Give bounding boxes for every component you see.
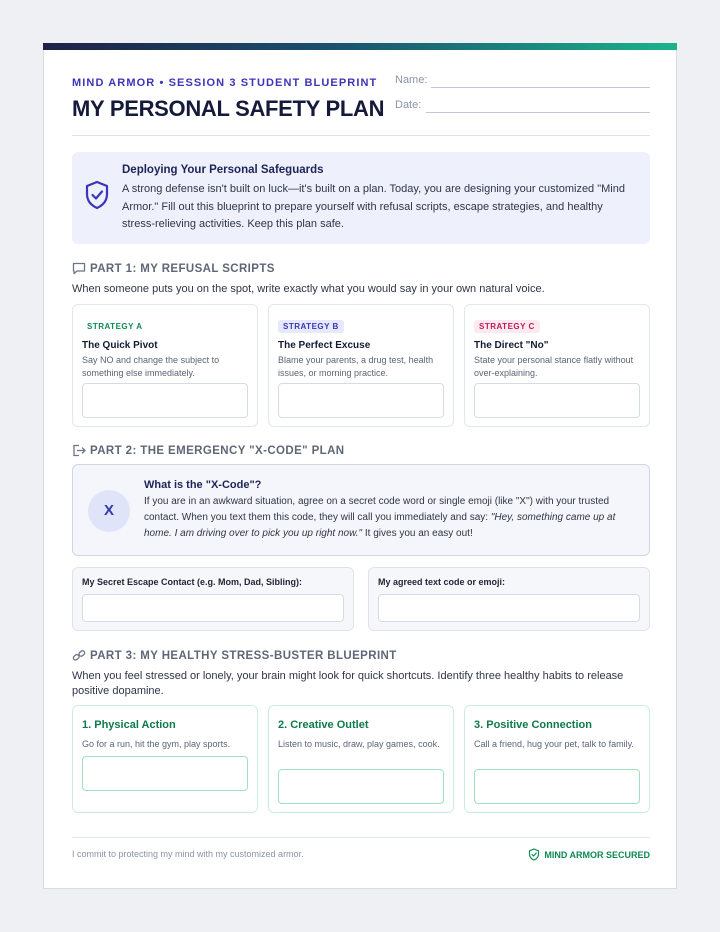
x-code-body-end: It gives you an easy out! (362, 528, 473, 539)
strategy-title: The Direct "No" (474, 340, 549, 351)
habit-physical-input[interactable] (82, 756, 248, 791)
speech-bubble-icon (72, 262, 86, 275)
habit-creative-input[interactable] (278, 769, 444, 804)
strategy-desc: Say NO and change the subject to something else immediately. (82, 355, 220, 378)
header-divider (72, 135, 650, 136)
shield-check-icon (528, 848, 540, 861)
habit-title: 2. Creative Outlet (278, 719, 369, 731)
strategy-tag: STRATEGY C (474, 320, 540, 333)
exit-door-icon (72, 444, 86, 457)
part3-heading (72, 649, 397, 662)
habit-title: 1. Physical Action (82, 719, 176, 731)
worksheet-page (43, 43, 677, 889)
x-code-badge: X (88, 490, 130, 532)
text-code-field (368, 567, 650, 631)
habit-card-connection (464, 705, 650, 813)
habit-desc: Call a friend, hug your pet, talk to family. (474, 739, 634, 749)
habit-card-physical (72, 705, 258, 813)
part2-heading (72, 444, 345, 457)
name-line[interactable] (431, 87, 650, 88)
name-label: Name: (395, 74, 428, 86)
habit-connection-input[interactable] (474, 769, 640, 804)
text-code-label: My agreed text code or emoji: (378, 577, 506, 587)
link-icon (72, 649, 86, 662)
part3-heading-text: PART 3: MY HEALTHY STRESS-BUSTER BLUEPRINT (90, 650, 397, 662)
escape-contact-label: My Secret Escape Contact (e.g. Mom, Dad, Sibling): (82, 577, 303, 587)
x-code-title: What is the "X-Code"? (144, 479, 262, 491)
strategy-card-c (464, 304, 650, 427)
x-code-quote: "Hey, something came up at home. I am driving over to pick you up right now." (144, 512, 616, 539)
intro-body: A strong defense isn't built on luck—it's built on a plan. Today, you are designing your customized "Mind Armor." Fill out this blueprint to prepare yourself with refusal scripts, escape strategies, and healthy stress-relieving activities. Keep this plan safe. (122, 183, 625, 230)
strategy-a-input[interactable] (82, 383, 248, 418)
strategy-b-input[interactable] (278, 383, 444, 418)
page-title: MY PERSONAL SAFETY PLAN (72, 96, 385, 121)
part2-heading-text: PART 2: THE EMERGENCY "X-CODE" PLAN (90, 445, 345, 457)
date-field[interactable] (395, 99, 650, 115)
habit-card-creative (268, 705, 454, 813)
x-code-body-text: If you are in an awkward situation, agree on a secret code word or single emoji (like "X") with your trusted contact. When you text them this code, they will call you immediately and say: (144, 496, 610, 523)
strategy-c-input[interactable] (474, 383, 640, 418)
strategy-tag: STRATEGY A (82, 320, 148, 333)
intro-callout (72, 152, 650, 244)
habit-desc: Go for a run, hit the gym, play sports. (82, 739, 231, 749)
habit-desc: Listen to music, draw, play games, cook. (278, 739, 440, 749)
strategy-desc: State your personal stance flatly without over-explaining. (474, 355, 634, 378)
escape-contact-field (72, 567, 354, 631)
strategy-tag: STRATEGY B (278, 320, 344, 333)
strategy-title: The Perfect Excuse (278, 340, 371, 351)
text-code-input[interactable] (378, 594, 640, 622)
footer-divider (72, 837, 650, 838)
x-code-body (144, 494, 639, 542)
date-label: Date: (395, 99, 422, 111)
strategy-card-b (268, 304, 454, 427)
x-code-callout (72, 464, 650, 556)
part1-heading (72, 262, 275, 275)
kicker: MIND ARMOR • SESSION 3 STUDENT BLUEPRINT (72, 77, 378, 89)
strategy-desc: Blame your parents, a drug test, health issues, or morning practice. (278, 355, 434, 378)
footer-badge (528, 848, 650, 861)
part3-subtitle: When you feel stressed or lonely, your brain might look for quick shortcuts. Identify three healthy habits to release positive dopamine. (72, 670, 624, 697)
intro-heading: Deploying Your Personal Safeguards (122, 164, 324, 176)
strategy-title: The Quick Pivot (82, 340, 158, 351)
footer-badge-text: MIND ARMOR SECURED (544, 850, 650, 860)
part1-subtitle: When someone puts you on the spot, write exactly what you would say in your own natural voice. (72, 283, 545, 295)
footer-commitment: I commit to protecting my mind with my customized armor. (72, 849, 304, 859)
escape-contact-input[interactable] (82, 594, 344, 622)
strategy-card-a (72, 304, 258, 427)
name-field[interactable] (395, 74, 650, 90)
habit-title: 3. Positive Connection (474, 719, 592, 731)
shield-check-icon (84, 180, 110, 210)
part1-heading-text: PART 1: MY REFUSAL SCRIPTS (90, 263, 275, 275)
gradient-top-bar (43, 43, 677, 50)
date-line[interactable] (426, 112, 650, 113)
